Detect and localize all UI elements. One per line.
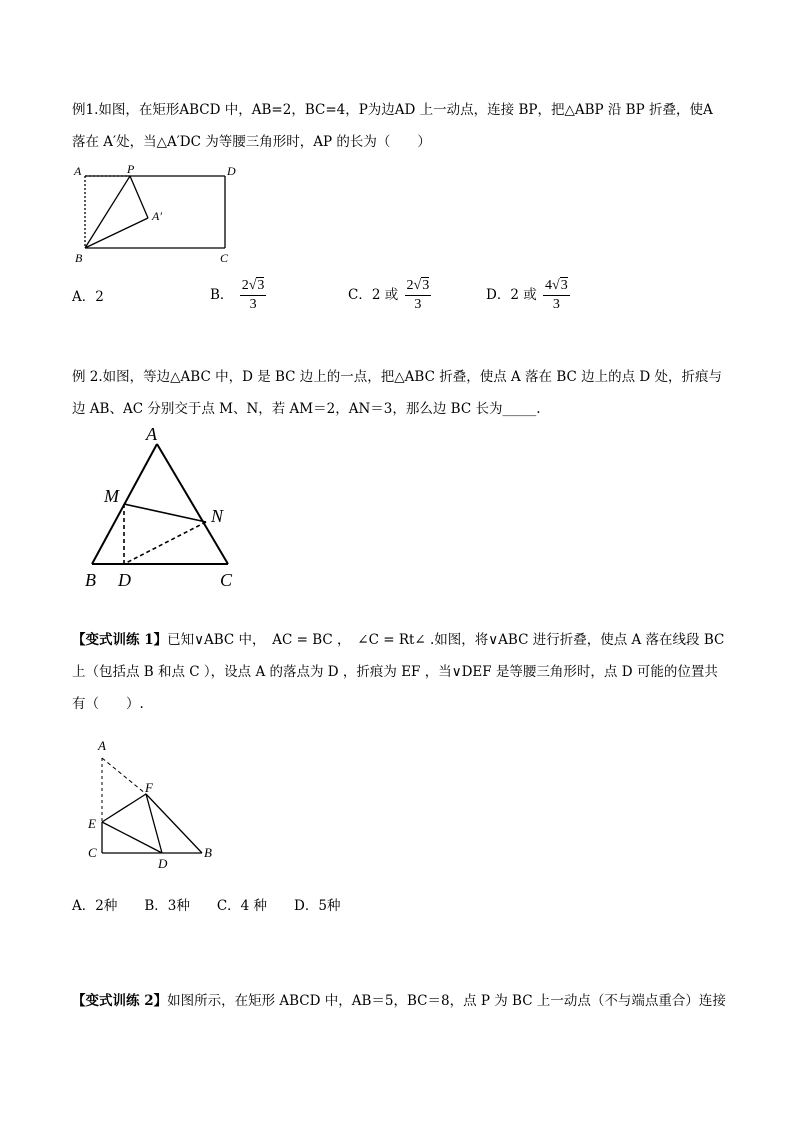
var2-line1-rest: 如图所示，在矩形 ABCD 中，AB＝5，BC＝8，点 P 为 BC 上一动点（不与端点重合）连接	[167, 993, 726, 1009]
ex1-option-c-prefix: C．2 或	[348, 287, 399, 303]
c-den: 3	[414, 297, 422, 312]
ex2-text-line1: 例 2.如图，等边△ABC 中，D 是 BC 边上的一点，把△ABC 折叠，使点 A 落在 BC 边上的点 D 处，折痕与	[72, 369, 723, 385]
ex1-option-a: A．2	[72, 289, 104, 305]
c-rad: 3	[422, 278, 430, 293]
ex1-label-C: C	[220, 251, 229, 265]
var1-label-B: B	[204, 845, 212, 860]
ex1-label-B: B	[75, 251, 83, 265]
var1-label-D: D	[158, 856, 168, 871]
d-den: 3	[552, 297, 560, 312]
ex1-option-d-fraction: $\frac{4√3}{3}$	[545, 278, 568, 312]
ex1-option-d-prefix: D．2 或	[486, 287, 537, 303]
c-coef: 2	[406, 278, 414, 293]
var1-tag: 【变式训练 1】	[72, 632, 168, 648]
ex2-label-N: N	[211, 506, 224, 526]
var1-triangle-figure	[84, 734, 234, 874]
var2-tag: 【变式训练 2】	[72, 993, 168, 1009]
ex1-text-line2: 落在 A′处，当△A′DC 为等腰三角形时，AP 的长为（ ）	[72, 134, 431, 150]
ex1-option-b-fraction: $\frac{2√3}{3}$	[241, 278, 265, 312]
ex2-label-A: A	[146, 424, 157, 444]
ex2-label-M: M	[104, 486, 119, 506]
ex2-label-B: B	[85, 570, 96, 590]
var1-options: A．2种 B．3种 C．4 种 D．5种	[72, 898, 341, 914]
ex1-label-A: A	[74, 164, 82, 178]
var1-label-A: A	[98, 738, 106, 753]
ex1-label-A-prime: A′	[152, 209, 162, 223]
var1-text-line2: 上（包括点 B 和点 C ），设点 A 的落点为 D ，折痕为 EF ，当∨DEF 是等腰三角形时，点 D 可能的位置共	[72, 664, 718, 680]
ex2-text-line2: 边 AB、AC 分别交于点 M、N，若 AM＝2，AN＝3，那么边 BC 长为_____.	[72, 401, 541, 417]
var1-label-C: C	[88, 845, 97, 860]
ex1-option-c	[348, 277, 431, 314]
d-coef: 4	[545, 278, 553, 293]
d-rad: 3	[560, 278, 568, 293]
var1-line1-rest: 已知∨ABC 中， AC = BC ， ∠C = Rt∠ .如图，将∨ABC 进行折叠，使点 A 落在线段 BC	[167, 632, 725, 648]
ex1-label-D: D	[227, 164, 236, 178]
var1-label-F: F	[145, 780, 153, 795]
var1-text-line1	[72, 627, 724, 653]
b-coef: 2	[241, 278, 249, 293]
ex2-triangle-figure	[80, 422, 260, 592]
ex1-label-P: P	[127, 162, 135, 176]
ex2-label-C: C	[220, 570, 233, 590]
var2-text-line1	[72, 988, 726, 1014]
ex2-label-D: D	[118, 570, 131, 590]
var1-label-E: E	[88, 816, 96, 831]
ex1-rectangle-figure	[70, 158, 310, 268]
ex1-option-c-fraction: $\frac{2√3}{3}$	[406, 278, 430, 312]
var1-text-line3: 有（ ）.	[72, 696, 144, 712]
ex1-option-b-prefix: B．	[210, 287, 234, 303]
ex1-option-d	[486, 277, 570, 314]
ex1-option-b	[210, 277, 266, 314]
ex1-text-line1: 例1.如图，在矩形ABCD 中，AB=2，BC=4，P为边AD 上一动点，连接 BP，把△ABP 沿 BP 折叠，使A	[72, 102, 713, 118]
b-rad: 3	[257, 278, 265, 293]
b-den: 3	[249, 297, 257, 312]
